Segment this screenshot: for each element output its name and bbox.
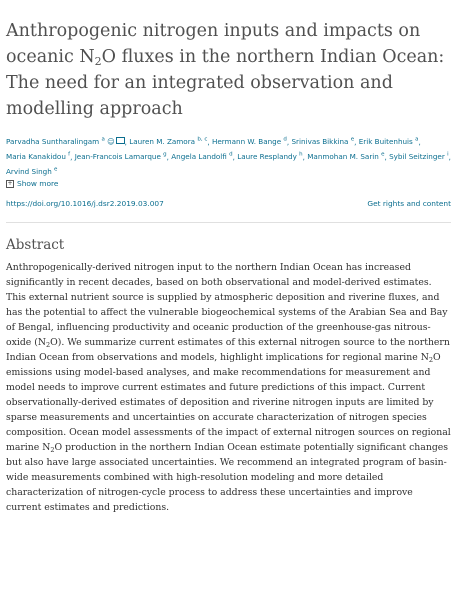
author-link[interactable] <box>75 152 167 161</box>
author-list: Parvadha Suntharalingam $^a$ ☺ , Lauren M. Zamora $^{b, c}$, Hermann W. Bange $^d$, Srinivas Bikkina $^e$, Erik Buitenhuis $^a$, Maria Kanakidou $^f$, Jean-Francois Lamarque $^g$, Angela Landolfi $^d$, Laure Resplandy $^h$, Manmohan M. Sarin $^e$, Sybil Seitzinger $^i$, Arvind Singh $^e$ <box>6 137 451 176</box>
author-link[interactable] <box>237 152 302 161</box>
person-icon: ☺ <box>104 137 115 147</box>
author-affiliation: a <box>415 137 419 143</box>
author-name: Lauren M. Zamora <box>129 137 198 147</box>
author-affiliation: h <box>299 151 303 158</box>
author-name: Arvind Singh <box>6 166 55 176</box>
author-affiliation: d <box>283 137 287 143</box>
author-link[interactable] <box>6 167 57 176</box>
doi-link[interactable]: https://doi.org/10.1016/j.dsr2.2019.03.007 <box>6 199 164 209</box>
author-name: Laure Resplandy <box>237 152 300 162</box>
author-name: Sybil Seitzinger <box>389 152 448 162</box>
links-row <box>6 199 451 208</box>
show-more-label: Show more <box>17 179 59 189</box>
author-name: Maria Kanakidou <box>6 152 69 162</box>
author-link[interactable] <box>389 152 449 161</box>
author-affiliation: e <box>54 166 58 173</box>
author-affiliation: g <box>163 151 167 158</box>
divider <box>6 222 451 223</box>
show-more-button[interactable] <box>6 179 451 188</box>
author-affiliation: e <box>381 151 385 158</box>
author-affiliation: f <box>68 151 71 158</box>
author-link[interactable] <box>359 137 419 146</box>
abstract-heading: Abstract <box>6 237 65 254</box>
author-name: Erik Buitenhuis <box>358 137 416 147</box>
author-name: Parvadha Suntharalingam <box>6 137 102 147</box>
mail-icon <box>116 137 125 144</box>
article-title: Anthropogenic nitrogen inputs and impacts on oceanic $N_2O$ fluxes in the northern Indian Ocean: The need for an integrated observation and modelling approach <box>6 21 445 119</box>
author-link[interactable] <box>171 152 232 161</box>
author-affiliation: a <box>101 137 105 143</box>
author-name: Angela Landolfi <box>171 152 230 162</box>
author-link[interactable] <box>6 137 125 146</box>
abstract-text: Anthropogenically-derived nitrogen input to the northern Indian Ocean has increased significantly in recent decades, based on both observational and model-derived estimates. This external nutrient source is supplied by atmospheric deposition and riverine fluxes, and has the potential to affect the vulnerable biogeochemical systems of the Arabian Sea and Bay of Bengal, influencing productivity and oceanic production of the greenhouse-gas nitrous-oxide $(N_2O)$. We summarize current estimates of this external nitrogen source to the northern Indian Ocean from observations and models, highlight implications for regional marine $N_2O$ emissions using model-based analyses, and make recommendations for measurement and model needs to improve current estimates and future predictions of this impact. Current observationally-derived estimates of deposition and riverine nitrogen inputs are limited by sparse measurements and uncertainties on accurate characterization of nitrogen species composition. Ocean model assessments of the impact of external nitrogen sources on regional marine $N_2O$ production in the northern Indian Ocean estimate potentially significant changes but also have large associated uncertainties. We recommend an integrated program of basin-wide measurements combined with high-resolution modeling and more detailed characterization of nitrogen-cycle process to address these uncertainties and improve current estimates and predictions. <box>6 262 451 513</box>
author-affiliation: b, c <box>197 137 208 143</box>
author-name: Manmohan M. Sarin <box>307 152 382 162</box>
author-link[interactable] <box>6 152 70 161</box>
author-link[interactable] <box>292 137 355 146</box>
rights-link[interactable]: Get rights and content <box>367 199 451 209</box>
author-name: Hermann W. Bange <box>211 137 284 147</box>
author-affiliation: d <box>229 151 233 158</box>
author-affiliation: i <box>447 151 449 158</box>
plus-icon: + <box>7 179 13 187</box>
author-link[interactable] <box>307 152 384 161</box>
author-affiliation: e <box>350 137 355 143</box>
author-link[interactable] <box>212 137 287 146</box>
author-name: Jean-Francois Lamarque <box>74 152 164 162</box>
author-link[interactable] <box>129 137 207 146</box>
author-name: Srinivas Bikkina <box>291 137 351 147</box>
